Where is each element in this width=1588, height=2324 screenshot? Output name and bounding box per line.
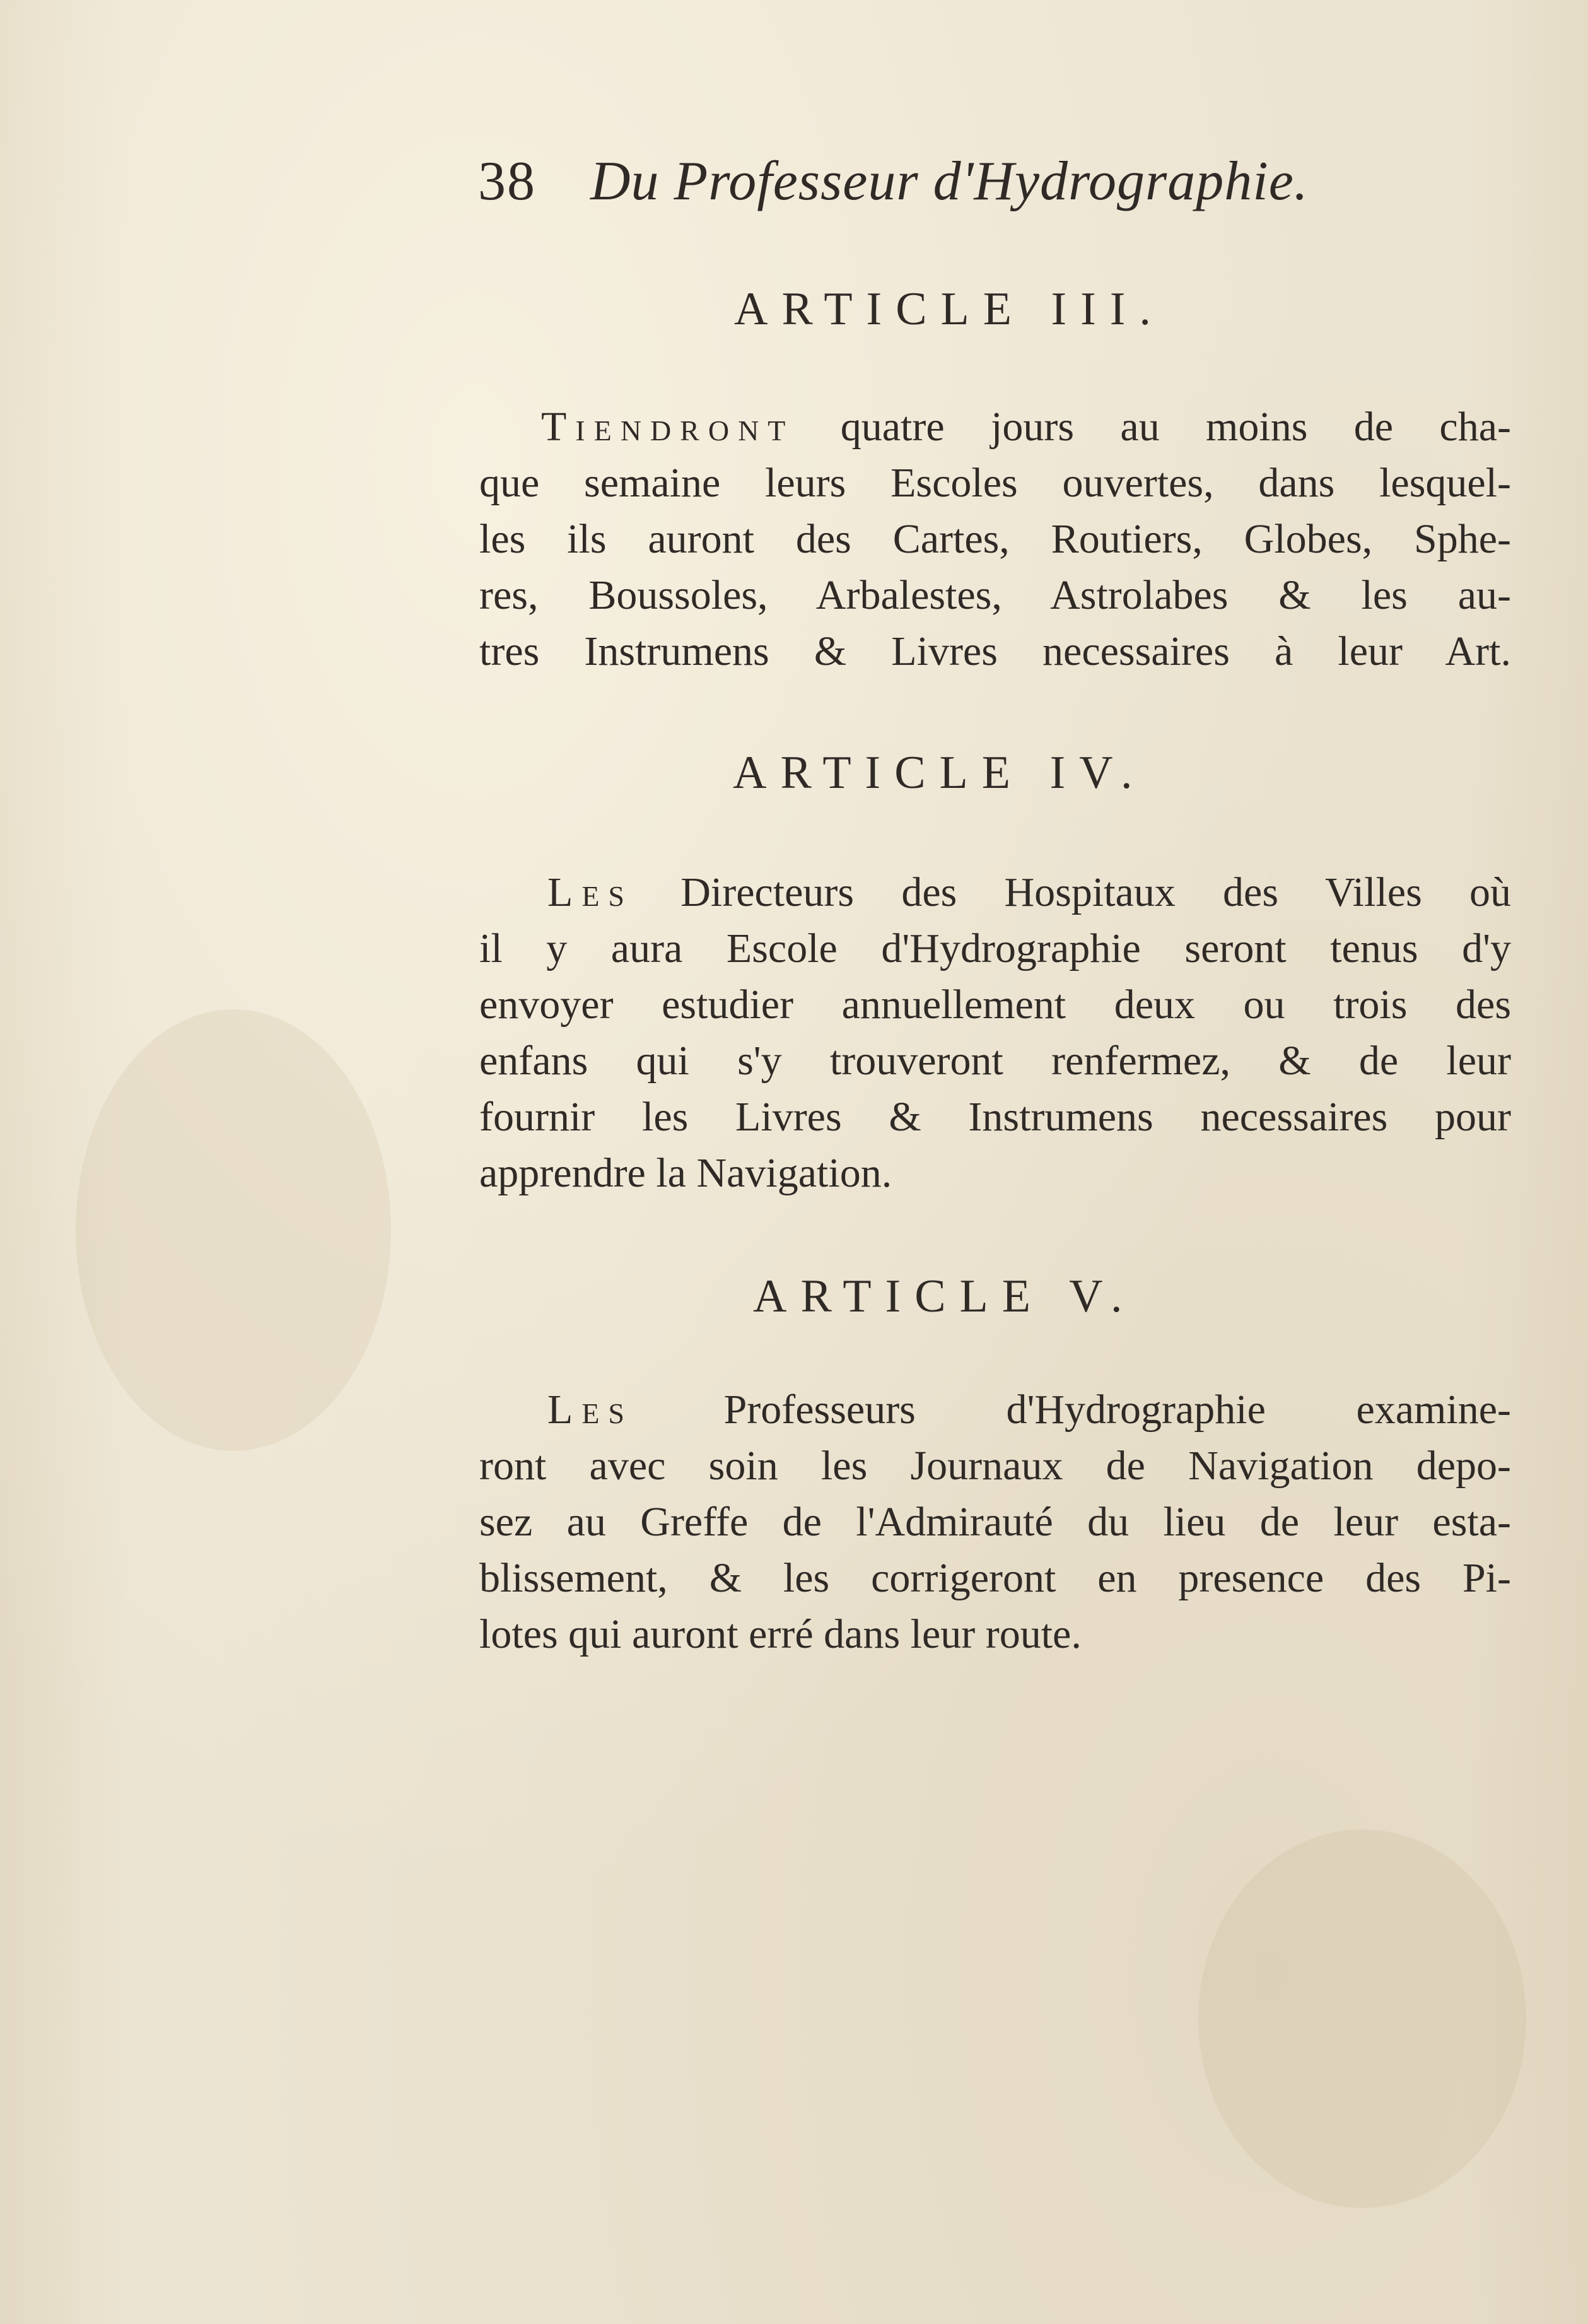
lead-word: Les xyxy=(547,1387,633,1433)
article-paragraph xyxy=(479,864,1511,1201)
paragraph-line xyxy=(479,1382,1511,1438)
article-heading: ARTICLE V. xyxy=(753,1271,1136,1322)
page-number: 38 xyxy=(478,151,536,212)
paragraph-line xyxy=(479,864,1511,920)
paragraph-line: lotes qui auront erré dans leur route. xyxy=(479,1611,1082,1657)
paragraph-line: enfans qui s'y trouveront renfermez, & de leur xyxy=(479,1038,1511,1084)
paper-stain xyxy=(76,1009,391,1451)
paragraph-line: apprendre la Navigation. xyxy=(479,1150,892,1196)
paragraph-line xyxy=(479,399,1511,455)
article-heading: ARTICLE IV. xyxy=(733,747,1147,799)
paragraph-line: que semaine leurs Escoles ouvertes, dans lesquel- xyxy=(479,460,1511,506)
running-head xyxy=(478,144,1424,220)
lead-word: Tiendront xyxy=(541,404,795,450)
paragraph-line: tres Instrumens & Livres necessaires à leur Art. xyxy=(479,628,1511,674)
line-text: Directeurs des Hospitaux des Villes où xyxy=(633,869,1511,915)
paragraph-line: blissement, & les corrigeront en presence des Pi- xyxy=(479,1555,1511,1601)
line-text: Professeurs d'Hydrographie examine- xyxy=(633,1387,1511,1433)
first-line-indent xyxy=(479,404,541,450)
paragraph-line: fournir les Livres & Instrumens necessaires pour xyxy=(479,1094,1511,1140)
first-line-indent xyxy=(479,869,547,915)
article-paragraph xyxy=(479,1382,1511,1662)
article-heading: ARTICLE III. xyxy=(734,283,1165,335)
paper-stain xyxy=(1198,1829,1526,2208)
paragraph-line: ront avec soin les Journaux de Navigation depo- xyxy=(479,1443,1511,1489)
article-paragraph xyxy=(479,399,1511,679)
paragraph-line: sez au Greffe de l'Admirauté du lieu de leur esta- xyxy=(479,1499,1511,1545)
paragraph-line: envoyer estudier annuellement deux ou trois des xyxy=(479,982,1511,1028)
running-title: Du Professeur d'Hydrographie. xyxy=(590,151,1309,212)
paragraph-line: il y aura Escole d'Hydrographie seront tenus d'y xyxy=(479,925,1511,971)
lead-word: Les xyxy=(547,869,633,915)
paragraph-line: res, Boussoles, Arbalestes, Astrolabes & les au- xyxy=(479,572,1511,618)
paragraph-line: les ils auront des Cartes, Routiers, Globes, Sphe- xyxy=(479,516,1511,562)
line-text: quatre jours au moins de cha- xyxy=(794,404,1511,450)
first-line-indent xyxy=(479,1387,547,1433)
